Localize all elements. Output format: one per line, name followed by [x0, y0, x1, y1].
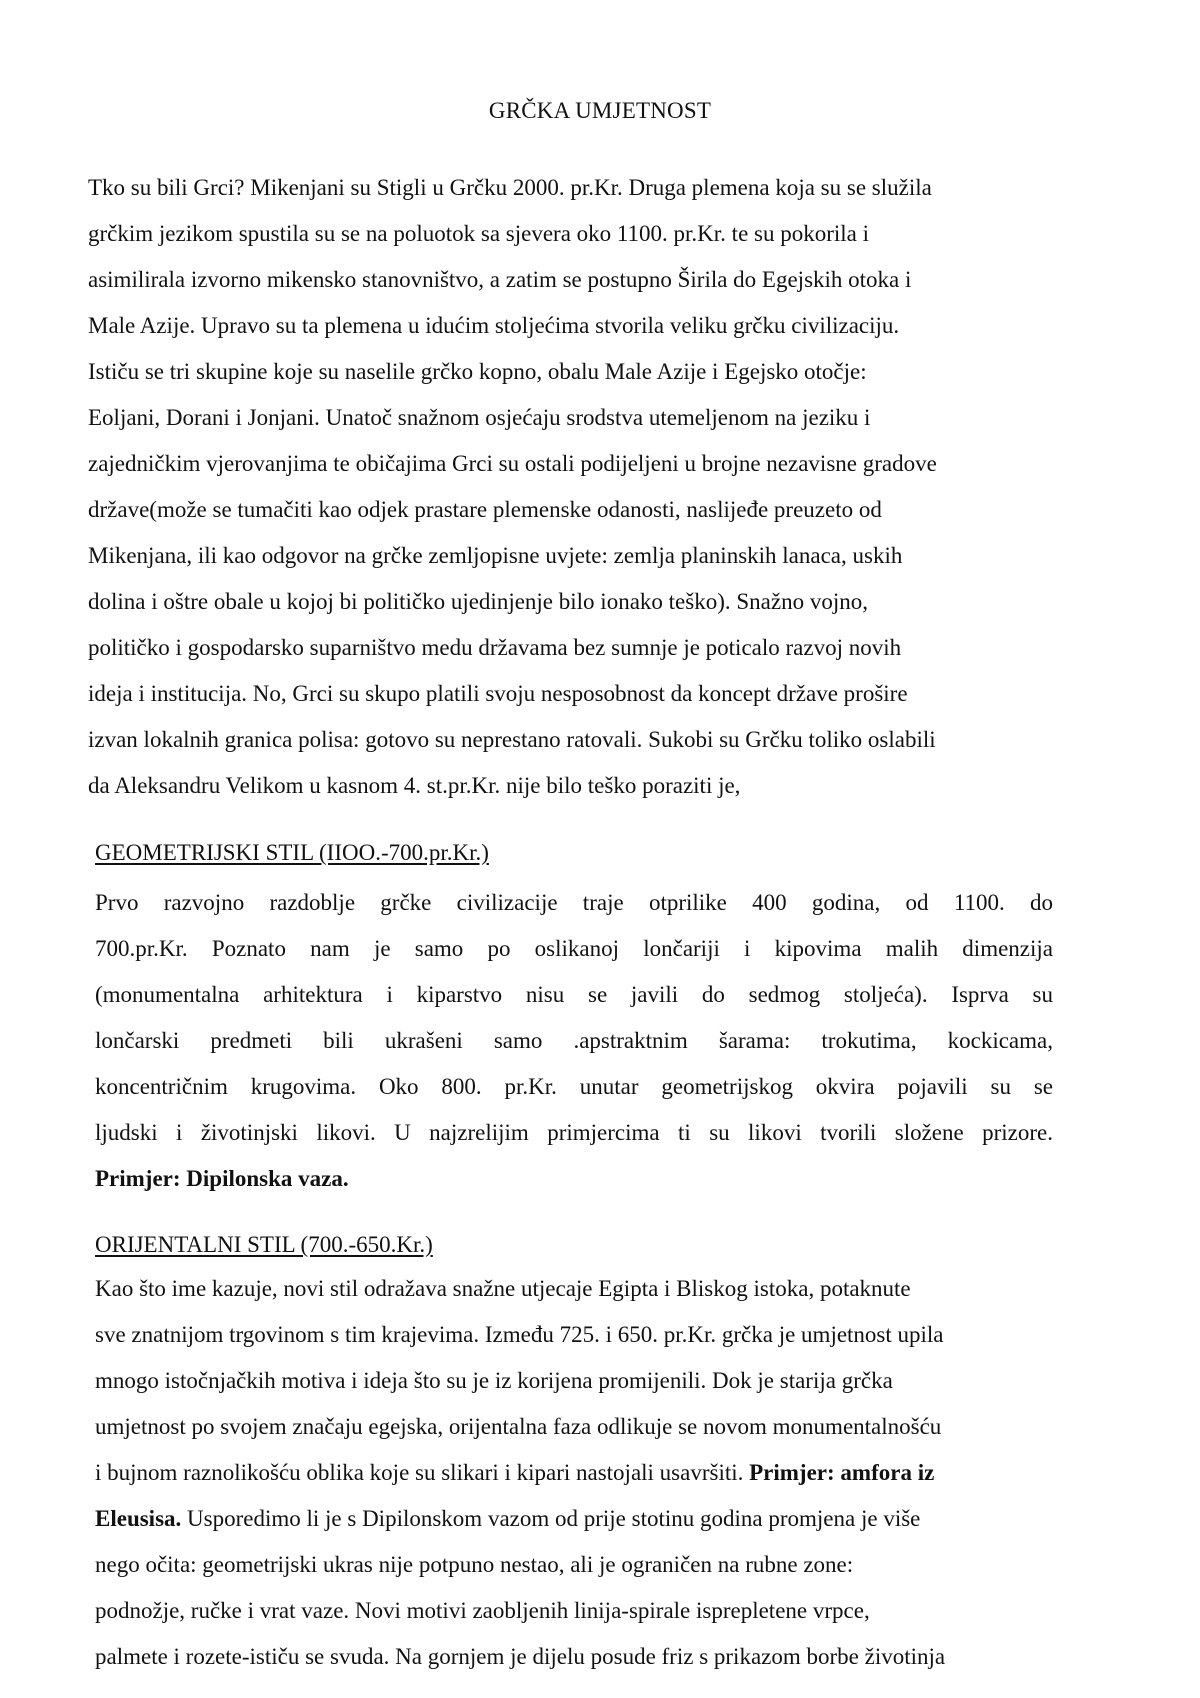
oriental-line — [95, 1450, 1075, 1496]
oriental-line: mnogo istočnjačkih motiva i ideja što su je iz korijena promijenili. Dok je starija grčka — [95, 1368, 893, 1393]
oriental-line: nego očita: geometrijski ukras nije potpuno nestao, ali je ograničen na rubne zone: — [95, 1552, 854, 1577]
oriental-line: umjetnost po svojem značaju egejska, orijentalna faza odlikuje se novom monumentalnošću — [95, 1414, 942, 1439]
intro-line: grčkim jezikom spustila su se na poluotok sa sjevera oko 1100. pr.Kr. te su pokorila i — [88, 221, 870, 246]
oriental-example-start: Primjer: amfora iz — [749, 1460, 935, 1485]
intro-line: izvan lokalnih granica polisa: gotovo su neprestano ratovali. Sukobi su Grčku toliko oslabili — [88, 727, 936, 752]
oriental-line — [95, 1496, 1075, 1542]
intro-line: države(može se tumačiti kao odjek prastare plemenske odanosti, naslijeđe preuzeto od — [88, 497, 882, 522]
intro-line: Male Azije. Upravo su ta plemena u idućim stoljećima stvorila veliku grčku civilizaciju. — [88, 313, 900, 338]
geometric-style-paragraph — [95, 880, 1053, 1202]
intro-line: da Aleksandru Velikom u kasnom 4. st.pr.Kr. nije bilo teško poraziti je, — [88, 773, 741, 798]
intro-line: političko i gospodarsko suparništvo medu državama bez sumnje je poticalo razvoj novih — [88, 635, 902, 660]
oriental-style-heading: ORIJENTALNI STIL (700.-650.Kr.) — [95, 1232, 433, 1257]
intro-line: ideja i institucija. No, Grci su skupo platili svoju nesposobnost da koncept države prošire — [88, 681, 908, 706]
oriental-line-text: i bujnom raznolikošću oblika koje su slikari i kipari nastojali usavršiti. — [95, 1460, 750, 1485]
geometric-style-heading: GEOMETRIJSKI STIL (IIOO.-700.pr.Kr.) — [95, 840, 489, 865]
geometric-example: Primjer: Dipilonska vaza. — [95, 1166, 349, 1191]
oriental-example-end: Eleusisa. — [95, 1506, 182, 1531]
geometric-line: lončarski predmeti bili ukrašeni samo .apstraktnim šarama: trokutima, kockicama, — [95, 1028, 1053, 1053]
intro-line: dolina i oštre obale u kojoj bi političko ujedinjenje bilo ionako teško). Snažno vojno, — [88, 589, 868, 614]
oriental-line: Kao što ime kazuje, novi stil odražava snažne utjecaje Egipta i Bliskog istoka, potaknute — [95, 1276, 911, 1301]
geometric-line: 700.pr.Kr. Poznato nam je samo po oslikanoj lončariji i kipovima malih dimenzija — [95, 936, 1053, 961]
geometric-line: koncentričnim krugovima. Oko 800. pr.Kr. unutar geometrijskog okvira pojavili su se — [95, 1074, 1053, 1099]
intro-line: Ističu se tri skupine koje su naselile grčko kopno, obalu Male Azije i Egejsko otočje: — [88, 359, 867, 384]
oriental-line: palmete i rozete-ističu se svuda. Na gornjem je dijelu posude friz s prikazom borbe životinja — [95, 1644, 946, 1669]
geometric-line: ljudski i životinjski likovi. U najzrelijim primjercima ti su likovi tvorili složene prizore. — [95, 1120, 1053, 1145]
intro-line: Tko su bili Grci? Mikenjani su Stigli u Grčku 2000. pr.Kr. Druga plemena koja su se služila — [88, 175, 932, 200]
oriental-line: sve znatnijom trgovinom s tim krajevima. Između 725. i 650. pr.Kr. grčka je umjetnost upila — [95, 1322, 944, 1347]
oriental-style-paragraph — [95, 1266, 1075, 1680]
page-title: GRČKA UMJETNOST — [488, 98, 712, 123]
intro-line: zajedničkim vjerovanjima te običajima Grci su ostali podijeljeni u brojne nezavisne gradove — [88, 451, 937, 476]
geometric-line: Prvo razvojno razdoblje grčke civilizacije traje otprilike 400 godina, od 1100. do — [95, 890, 1053, 915]
oriental-line-text: Usporedimo li je s Dipilonskom vazom od prije stotinu godina promjena je više — [181, 1506, 921, 1531]
intro-line: asimilirala izvorno mikensko stanovništvo, a zatim se postupno Širila do Egejskih otoka i — [88, 267, 912, 292]
intro-paragraph — [88, 165, 1073, 809]
geometric-line: (monumentalna arhitektura i kiparstvo nisu se javili do sedmog stoljeća). Isprva su — [95, 982, 1053, 1007]
intro-line: Mikenjana, ili kao odgovor na grčke zemljopisne uvjete: zemlja planinskih lanaca, uskih — [88, 543, 903, 568]
oriental-line: podnožje, ručke i vrat vaze. Novi motivi zaobljenih linija-spirale isprepletene vrpce, — [95, 1598, 870, 1623]
intro-line: Eoljani, Dorani i Jonjani. Unatoč snažnom osjećaju srodstva utemeljenom na jeziku i — [88, 405, 871, 430]
